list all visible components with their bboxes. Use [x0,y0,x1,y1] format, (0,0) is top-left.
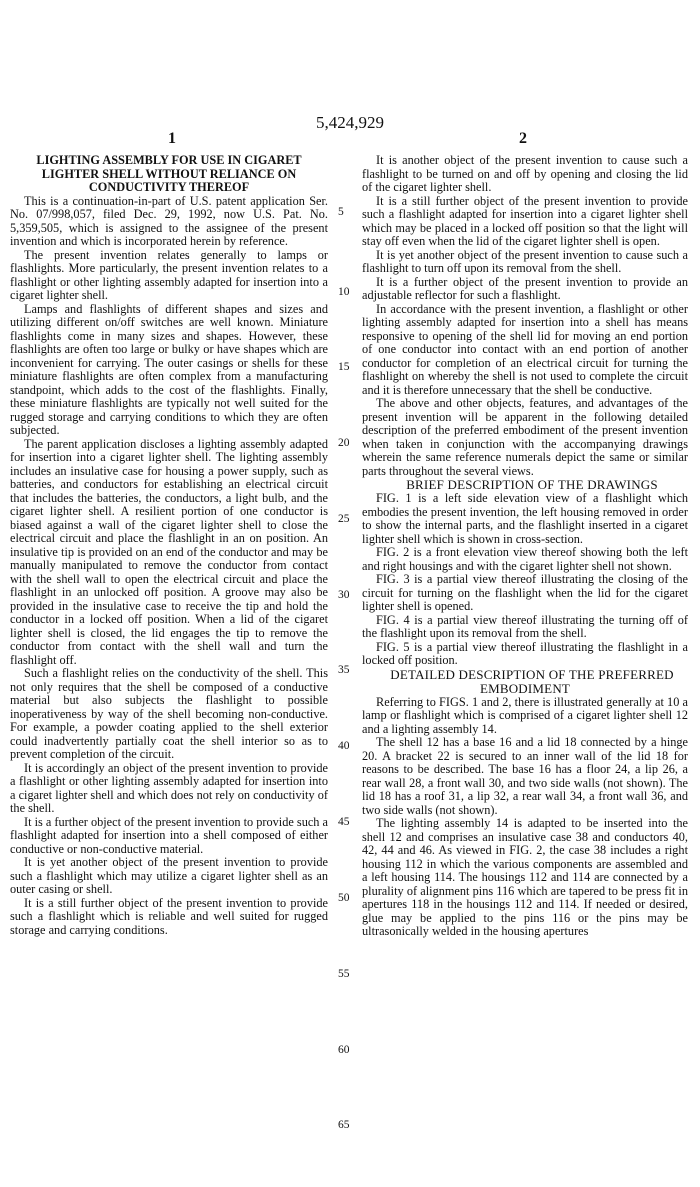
paragraph: It is accordingly an object of the present invention to provide a flashlight or other lighting assembly adapted for insertion into a cigaret lighter shell and which does not rely on conductivity of the shell. [10,760,328,815]
paragraph: It is another object of the present invention to cause such a flashlight to be turned on and off by opening and closing the lid of the cigaret lighter shell. [362,153,688,194]
patent-title: LIGHTING ASSEMBLY FOR USE IN CIGARET LIGHTER SHELL WITHOUT RELIANCE ON CONDUCTIVITY THEREOF [36,153,302,194]
paragraph: The present invention relates generally to lamps or flashlights. More particularly, the present invention relates to a flashlight or other lighting assembly adapted for insertion into a cigaret lighter shell. [10,247,328,302]
paragraph: Referring to FIGS. 1 and 2, there is illustrated generally at 10 a lamp or flashlight which is comprised of a cigaret lighter shell 12 and a lighting assembly 14. [362,694,688,736]
line-number: 55 [338,968,350,980]
paragraph: It is a still further object of the present invention to provide such a flashlight which is reliable and well suited for rugged storage and carrying conditions. [10,895,328,937]
left-column [10,154,328,937]
paragraph: This is a continuation-in-part of U.S. patent application Ser. No. 07/998,057, filed Dec. 29, 1992, now U.S. Pat. No. 5,359,505, which is assigned to the assignee of the present invention and which is incorporated herein by reference. [10,193,328,248]
patent-number: 5,424,929 [316,113,384,132]
paragraph: It is a still further object of the present invention to provide such a flashlight adapted for insertion into a cigaret lighter shell which may be placed in a locked off position so that the light will stay off even when the lid of the cigaret lighter shell is open. [362,193,688,248]
paragraph: FIG. 3 is a partial view thereof illustrating the closing of the circuit for turning on the flashlight when the lid for the cigaret lighter shell is opened. [362,572,688,613]
paragraph: It is a further object of the present invention to provide such a flashlight adapted for insertion into a shell composed of either conductive or non-conductive material. [10,814,328,856]
column-number-right: 2 [519,130,527,147]
paragraph: FIG. 1 is a left side elevation view of a flashlight which embodies the present invention, the left housing removed in order to show the internal parts, and the flashlight inserted in a cigaret lighter shell which is shown in cross-section. [362,491,688,546]
paragraph: The lighting assembly 14 is adapted to be inserted into the shell 12 and comprises an insulative case 38 and conductors 40, 42, 44 and 46. As viewed in FIG. 2, the case 38 includes a right housing 112 in which the various components are assembled and a left housing 114. The housings 112 and 114 are connected by a plurality of alignment pins 116 which are tapered to be press fit in apertures 118 in the housings 112 and 114. If needed or desired, glue may be applied to the pins 116 or the pins may be ultrasonically welded in the housing apertures [362,816,688,938]
paragraph: In accordance with the present invention, a flashlight or other lighting assembly adapted for insertion into a shell has means responsive to opening of the shell lid for moving an end portion of one conductor into contact with an end portion of another conductor for completion of an electrical circuit for turning the flashlight on whereby the shell is not used to complete the circuit and it is therefore unnecessary that the shell be conductive. [362,301,688,397]
paragraph: The parent application discloses a lighting assembly adapted for insertion into a cigaret lighter shell. The lighting assembly includes an insulative case for housing a power supply, such as batteries, and conductors for establishing an electrical circuit that includes the batteries, the conductors, a light bulb, and the cigaret lighter shell. A resilient portion of one conductor is biased against a wall of the cigaret lighter shell to close the electrical circuit and place the flashlight in an on position. An insulative tip is provided on an end of the conductor and may be manually manipulated to remove the conductor from contact with the shell wall to open the electrical circuit and place the flashlight in an unlocked off position. A groove may also be provided in the insulative case to receive the tip and hold the conductor in a locked off position. When a lid of the cigaret lighter shell is closed, the lid engages the tip to remove the conductor from contact with the shell wall and turn the flashlight off. [10,436,328,667]
paragraph: FIG. 5 is a partial view thereof illustrating the flashlight in a locked off position. [362,639,688,667]
line-number: 25 [338,513,350,525]
paragraph: It is yet another object of the present invention to provide such a flashlight which may utilize a cigaret lighter shell as an outer casing or shell. [10,855,328,896]
paragraph: It is a further object of the present invention to provide an adjustable reflector for such a flashlight. [362,274,688,302]
section-heading-drawings: BRIEF DESCRIPTION OF THE DRAWINGS [406,477,658,492]
paragraph: Lamps and flashlights of different shapes and sizes and utilizing different on/off switches are well known. Miniature flashlights come in many sizes and shapes. However, these flashlights are often too large or bulky or have shapes which are inconvenient for carrying. The outer casings or shells for these miniature flashlights are often complex from a manufacturing standpoint, which adds to the cost of the flashlights. Finally, these miniature flashlights are typically not well suited for the rugged storage and carrying conditions to which they are often subjected. [10,301,328,437]
paragraph: It is yet another object of the present invention to cause such a flashlight to turn off upon its removal from the shell. [362,247,688,275]
paragraph: FIG. 4 is a partial view thereof illustrating the turning off of the flashlight upon its removal from the shell. [362,612,688,640]
line-number: 65 [338,1119,350,1131]
line-number: 20 [338,437,350,449]
line-number: 5 [338,206,344,218]
line-number: 10 [338,286,350,298]
line-number: 50 [338,892,350,904]
paragraph: The shell 12 has a base 16 and a lid 18 connected by a hinge 20. A bracket 22 is secured to an inner wall of the lid 18 for reasons to be described. The base 16 has a floor 24, a lip 26, a rear wall 28, a front wall 30, and two side walls (not shown). The lid 18 has a roof 31, a lip 32, a rear wall 34, a front wall 36, and two side walls (not shown). [362,735,688,817]
paragraph: FIG. 2 is a front elevation view thereof showing both the left and right housings and with the cigaret lighter shell not shown. [362,545,688,573]
line-number: 15 [338,361,350,373]
line-number: 60 [338,1044,350,1056]
paragraph: Such a flashlight relies on the conductivity of the shell. This not only requires that the shell be composed of a conductive material but also subjects the flashlight to possible inoperativeness by way of the shell becoming non-conductive. For example, a powder coating applied to the shell exterior could inadvertently partially coat the shell interior so as to prevent completion of the circuit. [10,666,328,761]
column-number-left: 1 [168,130,176,147]
section-heading-embodiment: DETAILED DESCRIPTION OF THE PREFERRED EMBODIMENT [390,666,674,696]
line-number: 30 [338,589,350,601]
right-column [362,154,688,939]
line-number: 45 [338,816,350,828]
line-number: 40 [338,740,350,752]
line-number: 35 [338,664,350,676]
paragraph: The above and other objects, features, and advantages of the present invention will be apparent in the following detailed description of the preferred embodiment of the present invention when taken in conjunction with the accompanying drawings wherein the same reference numerals depict the same or similar parts throughout the several views. [362,396,688,478]
